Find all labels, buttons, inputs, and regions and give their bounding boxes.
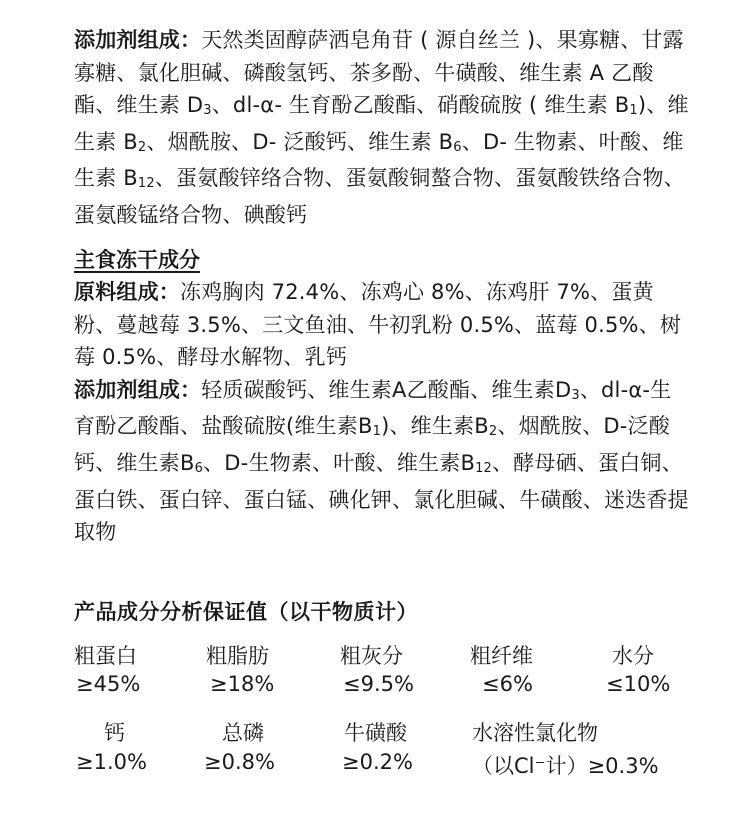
subscript: 6: [194, 460, 204, 476]
additives-text: 、D-生物素、叶酸、维生素B: [203, 450, 476, 475]
additives-section-1: [74, 24, 690, 232]
subscript: 1: [372, 424, 382, 440]
additives-text: 、dl-α-生育酚乙酸酯、盐酸硫胺(维生素B: [74, 377, 672, 439]
additives-text: 、酵母硒、蛋白铜、蛋白铁、蛋白锌、蛋白锰、碘化钾、氯化胆碱、牛磺酸、迷迭香提取物: [74, 450, 689, 545]
subscript: 2: [137, 139, 147, 155]
nutrient-value: （以Cl⁻计）≥0.3%: [472, 754, 659, 778]
nutrient-name: 粗灰分: [340, 644, 403, 668]
nutrient-name: 牛磺酸: [344, 721, 407, 745]
nutrient-value: ≥18%: [210, 672, 275, 696]
nutrient-name: 粗脂肪: [206, 644, 269, 668]
freeze-dried-section: [74, 244, 690, 549]
additives-label: 添加剂组成：: [74, 28, 202, 52]
section-title: 主食冻干成分: [74, 248, 200, 272]
additives-text: )、维生素B: [381, 414, 489, 439]
nutrient-value: ≥0.2%: [342, 750, 413, 774]
subscript: 6: [453, 139, 462, 155]
additives-paragraph-2: [74, 374, 690, 549]
raw-materials-text: 冻鸡胸肉 72.4%、冻鸡心 8%、冻鸡肝 7%、蛋黄粉、蔓越莓 3.5%、三文鱼油、牛初乳粉 0.5%、蓝莓 0.5%、树莓 0.5%、酵母水解物、乳钙: [74, 280, 682, 370]
nutrient-name: 水分: [612, 644, 654, 668]
nutrient-value: ≥0.8%: [204, 750, 275, 774]
nutrient-name: 总磷: [222, 721, 264, 745]
additives-label: 添加剂组成：: [74, 377, 202, 402]
subscript: 1: [629, 103, 638, 119]
subscript: 3: [203, 103, 212, 119]
subscript: 2: [488, 424, 498, 440]
analysis-title: 产品成分分析保证值（以干物质计）: [74, 600, 418, 624]
additives-text: 、烟酰胺、D-泛酸钙、维生素B: [74, 414, 670, 475]
nutrient-value: ≥1.0%: [76, 750, 147, 774]
nutrient-value: ≤10%: [606, 672, 671, 696]
nutrient-value: ≤9.5%: [343, 672, 414, 696]
raw-materials-label: 原料组成：: [74, 280, 180, 304]
additives-text: 、烟酰胺、D- 泛酸钙、维生素 B: [146, 129, 454, 154]
nutrient-name: 钙: [104, 721, 125, 745]
nutrient-value: ≤6%: [482, 672, 533, 696]
additives-text: 、dl-α- 生育酚乙酸酯、硝酸硫胺 ( 维生素 B: [211, 93, 630, 118]
raw-materials-paragraph: [74, 276, 690, 374]
additives-paragraph-1: [74, 24, 690, 232]
subscript: 12: [475, 460, 493, 476]
nutrient-name: 粗蛋白: [74, 644, 137, 668]
nutrient-name: 粗纤维: [470, 644, 533, 668]
subscript: 12: [137, 176, 155, 192]
subscript: 3: [571, 387, 580, 403]
nutrient-name: 水溶性氯化物: [472, 721, 598, 745]
additives-text: 、蛋氨酸锌络合物、蛋氨酸铜螯合物、蛋氨酸铁络合物、蛋氨酸锰络合物、碘酸钙: [74, 166, 685, 227]
additives-text: 天然类固醇萨洒皂角苷 ( 源自丝兰 )、果寡糖、甘露寡糖、氯化胆碱、磷酸氢钙、茶多酚、牛磺酸、维生素 A 乙酸酯、维生素 D: [74, 28, 684, 118]
nutrient-value: ≥45%: [76, 672, 141, 696]
additives-text: 轻质碳酸钙、维生素A乙酸酯、维生素D: [201, 377, 572, 402]
additives-text: 、D- 生物素、叶酸、维生素 B: [74, 129, 684, 191]
additives-text: )、维生素 B: [74, 93, 689, 154]
